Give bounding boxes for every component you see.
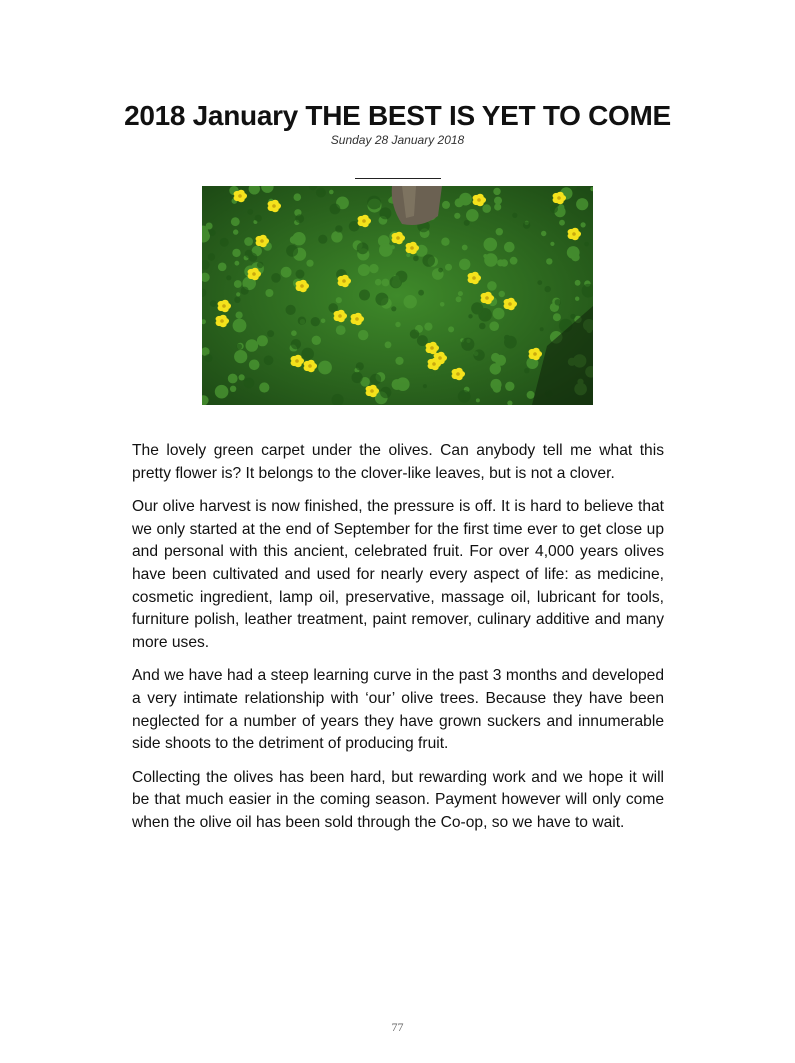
article-body — [132, 440, 664, 846]
divider — [355, 178, 441, 179]
paragraph-2: Our olive harvest is now finished, the pressure is off. It is hard to believe that we only started at the end of September for the first time ever to get close up and personal with this ancient, celebrated fruit. For over 4,000 years olives have been cultivated and used for nearly every aspect of life: as medicine, cosmetic ingredient, lamp oil, preservative, massage oil, lubricant for tools, furniture polish, leather treatment, paint remover, culinary additive and many more uses. — [132, 498, 664, 651]
post-date: Sunday 28 January 2018 — [330, 133, 465, 147]
paragraph-1: The lovely green carpet under the olives. Can anybody tell me what this pretty flower is? It belongs to the clover-like leaves, but is not a clover. — [132, 442, 664, 482]
paragraph-4: Collecting the olives has been hard, but rewarding work and we hope it will be that much easier in the coming season. Payment however will only come when the olive oil has been sold through the Co-op, so we have to wait. — [132, 768, 664, 831]
page-title: 2018 January THE BEST IS YET TO COME — [124, 100, 671, 131]
paragraph-3: And we have had a steep learning curve in the past 3 months and developed a very intimate relationship with ‘our’ olive trees. Because they have been neglected for a number of years they have grown suckers and innumerable side shoots to the detriment of producing fruit. — [132, 667, 664, 753]
page-number: 77 — [391, 1020, 404, 1034]
yellow-flowers-photo — [202, 186, 593, 405]
